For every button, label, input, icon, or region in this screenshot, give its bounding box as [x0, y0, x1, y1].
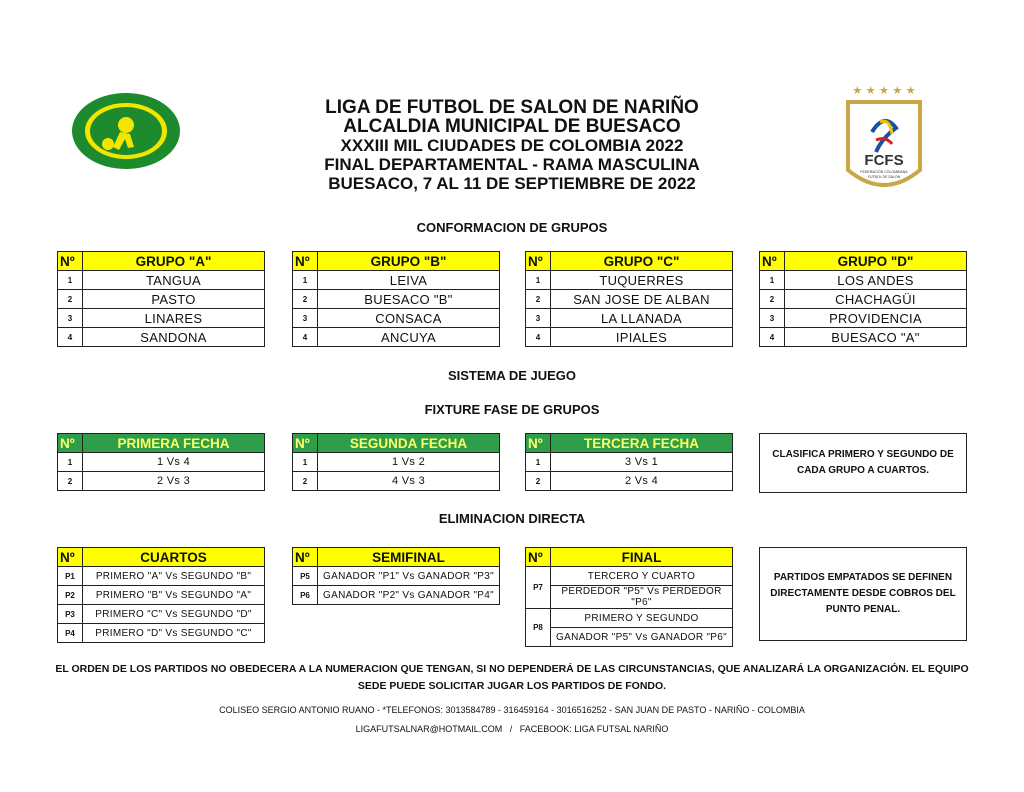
final-table: [525, 547, 733, 647]
match: 1 Vs 2: [318, 453, 500, 472]
group-title: GRUPO "D": [785, 252, 967, 271]
section-groups: CONFORMACION DE GRUPOS: [416, 220, 608, 235]
num-header: Nº: [58, 548, 83, 567]
row-num: 4: [58, 328, 83, 347]
match-id: P4: [58, 624, 83, 643]
row-num: 1: [760, 271, 785, 290]
num-header: Nº: [58, 252, 83, 271]
num-header: Nº: [526, 252, 551, 271]
cuartos-title: CUARTOS: [83, 548, 265, 567]
match-label: TERCERO Y CUARTO: [551, 567, 733, 586]
row-num: 4: [760, 328, 785, 347]
cuartos-table: [57, 547, 265, 643]
team-name: PASTO: [83, 290, 265, 309]
row-num: 3: [760, 309, 785, 328]
match-id: P3: [58, 605, 83, 624]
footer-contact: COLISEO SERGIO ANTONIO RUANO - *TELEFONOS: 3013584789 - 316459164 - 3016516252 - SAN JUAN DE PASTO - NARIÑO - COLOMBIA: [219, 705, 805, 715]
liga-logo-graphic: [70, 92, 182, 170]
header-line-1: LIGA DE FUTBOL DE SALON DE NARIÑO: [325, 97, 699, 118]
row-num: 2: [526, 290, 551, 309]
liga-logo: [70, 92, 182, 170]
row-num: 4: [293, 328, 318, 347]
fixture-title: TERCERA FECHA: [551, 434, 733, 453]
match-id: P6: [293, 586, 318, 605]
match: 4 Vs 3: [318, 472, 500, 491]
row-num: 3: [293, 309, 318, 328]
row-num: 2: [58, 290, 83, 309]
row-num: 1: [293, 453, 318, 472]
num-header: Nº: [293, 252, 318, 271]
team-name: PROVIDENCIA: [785, 309, 967, 328]
svg-text:★ ★ ★ ★ ★: ★ ★ ★ ★ ★: [852, 84, 916, 97]
group-title: GRUPO "B": [318, 252, 500, 271]
final-title: FINAL: [551, 548, 733, 567]
match: GANADOR "P1" Vs GANADOR "P3": [318, 567, 500, 586]
team-name: SAN JOSE DE ALBAN: [551, 290, 733, 309]
match: PRIMERO "C" Vs SEGUNDO "D": [83, 605, 265, 624]
num-header: Nº: [293, 434, 318, 453]
team-name: CONSACA: [318, 309, 500, 328]
match: PERDEDOR "P5" Vs PERDEDOR "P6": [551, 586, 733, 609]
team-name: SANDONA: [83, 328, 265, 347]
match: 2 Vs 3: [83, 472, 265, 491]
fixture-third-table: [525, 433, 733, 491]
section-fixture: FIXTURE FASE DE GRUPOS: [424, 402, 600, 417]
group-b-table: [292, 251, 500, 347]
header-line-4: FINAL DEPARTAMENTAL - RAMA MASCULINA: [324, 155, 700, 174]
match-id: P5: [293, 567, 318, 586]
match: GANADOR "P2" Vs GANADOR "P4": [318, 586, 500, 605]
team-name: LEIVA: [318, 271, 500, 290]
fixture-title: PRIMERA FECHA: [83, 434, 265, 453]
team-name: TUQUERRES: [551, 271, 733, 290]
team-name: BUESACO "A": [785, 328, 967, 347]
header-line-2: ALCALDIA MUNICIPAL DE BUESACO: [343, 116, 681, 137]
fcfs-subtitle-1: FEDERACIÓN COLOMBIANA: [860, 170, 908, 174]
team-name: LA LLANADA: [551, 309, 733, 328]
num-header: Nº: [58, 434, 83, 453]
classify-note: CLASIFICA PRIMERO Y SEGUNDO DE CADA GRUPO A CUARTOS.: [759, 433, 967, 493]
match-id: P7: [526, 567, 551, 609]
match: 3 Vs 1: [551, 453, 733, 472]
team-name: ANCUYA: [318, 328, 500, 347]
fcfs-logo: [842, 82, 926, 204]
num-header: Nº: [760, 252, 785, 271]
team-name: LOS ANDES: [785, 271, 967, 290]
row-num: 1: [526, 271, 551, 290]
group-a-table: [57, 251, 265, 347]
match: 2 Vs 4: [551, 472, 733, 491]
header-line-3: XXXIII MIL CIUDADES DE COLOMBIA 2022: [340, 136, 684, 155]
row-num: 3: [526, 309, 551, 328]
team-name: IPIALES: [551, 328, 733, 347]
section-system: SISTEMA DE JUEGO: [447, 368, 577, 383]
row-num: 4: [526, 328, 551, 347]
match-id: P8: [526, 609, 551, 647]
match: 1 Vs 4: [83, 453, 265, 472]
row-num: 2: [760, 290, 785, 309]
match-id: P2: [58, 586, 83, 605]
footer-note-1: EL ORDEN DE LOS PARTIDOS NO OBEDECERA A LA NUMERACION QUE TENGAN, SI NO DEPENDERÁ DE LAS CIRCUNSTANCIAS, QUE ANALIZARÁ LA ORGANIZACIÓN. EL EQUIPO: [55, 663, 969, 675]
num-header: Nº: [526, 548, 551, 567]
fcfs-subtitle-2: FUTBOL DE SALON: [867, 175, 901, 179]
fixture-second-table: [292, 433, 500, 491]
footer-email: LIGAFUTSALNAR@HOTMAIL.COM / FACEBOOK: LIGA FUTSAL NARIÑO: [355, 724, 669, 734]
fixture-title: SEGUNDA FECHA: [318, 434, 500, 453]
match-label: PRIMERO Y SEGUNDO: [551, 609, 733, 628]
row-num: 1: [58, 453, 83, 472]
row-num: 3: [58, 309, 83, 328]
row-num: 2: [293, 290, 318, 309]
num-header: Nº: [526, 434, 551, 453]
team-name: LINARES: [83, 309, 265, 328]
row-num: 2: [58, 472, 83, 491]
row-num: 1: [526, 453, 551, 472]
footer-note-2: SEDE PUEDE SOLICITAR JUGAR LOS PARTIDOS DE FONDO.: [357, 680, 667, 692]
fcfs-acronym: FCFS: [864, 152, 904, 169]
team-name: TANGUA: [83, 271, 265, 290]
match: PRIMERO "A" Vs SEGUNDO "B": [83, 567, 265, 586]
group-title: GRUPO "C": [551, 252, 733, 271]
group-c-table: [525, 251, 733, 347]
row-num: 1: [293, 271, 318, 290]
header-line-5: BUESACO, 7 AL 11 DE SEPTIEMBRE DE 2022: [328, 174, 696, 193]
group-title: GRUPO "A": [83, 252, 265, 271]
row-num: 2: [526, 472, 551, 491]
match: PRIMERO "B" Vs SEGUNDO "A": [83, 586, 265, 605]
match: PRIMERO "D" Vs SEGUNDO "C": [83, 624, 265, 643]
fixture-first-table: [57, 433, 265, 491]
row-num: 2: [293, 472, 318, 491]
match: GANADOR "P5" Vs GANADOR "P6": [551, 628, 733, 647]
row-num: 1: [58, 271, 83, 290]
fcfs-shield-icon: [842, 82, 926, 204]
semifinal-title: SEMIFINAL: [318, 548, 500, 567]
num-header: Nº: [293, 548, 318, 567]
section-knockout: ELIMINACION DIRECTA: [438, 511, 586, 526]
page-header: [250, 98, 774, 193]
match-id: P1: [58, 567, 83, 586]
penalty-note: PARTIDOS EMPATADOS SE DEFINEN DIRECTAMENTE DESDE COBROS DEL PUNTO PENAL.: [759, 547, 967, 641]
semifinal-table: [292, 547, 500, 605]
group-d-table: [759, 251, 967, 347]
team-name: CHACHAGÜI: [785, 290, 967, 309]
team-name: BUESACO "B": [318, 290, 500, 309]
